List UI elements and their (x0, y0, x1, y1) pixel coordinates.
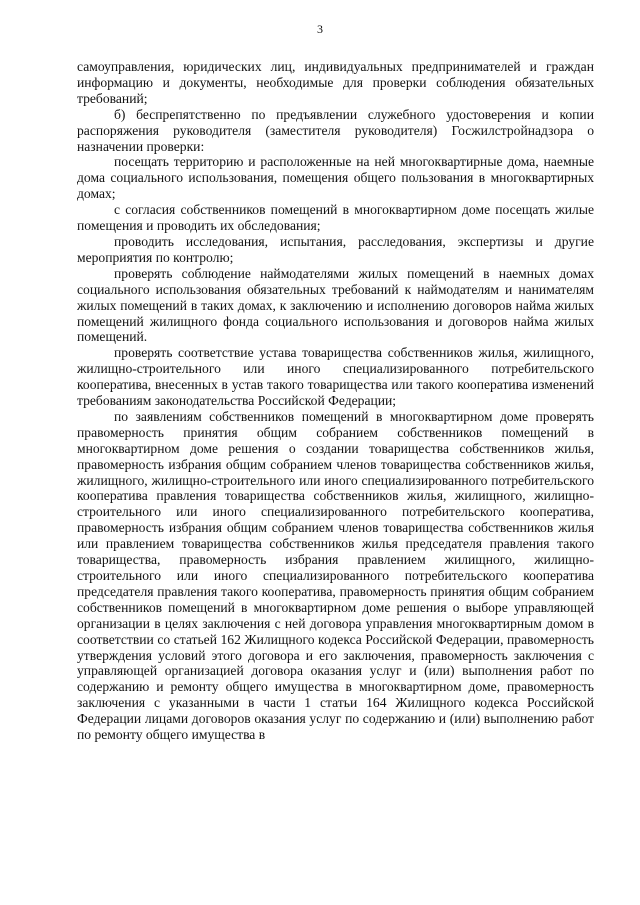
paragraph-2: б) беспрепятственно по предъявлении служебного удостоверения и копии распоряжения руководителя (заместителя руководителя) Госжилстройнадзора о назначении проверки: (77, 106, 594, 154)
paragraph-1: самоуправления, юридических лиц, индивидуальных предпринимателей и граждан информацию и документы, необходимые для проверки соблюдения обязательных требований; (77, 59, 594, 106)
paragraph-3: посещать территорию и расположенные на ней многоквартирные дома, наемные дома социального использования, помещения общего пользования в многоквартирных домах; (77, 154, 594, 202)
paragraph-8: по заявлениям собственников помещений в многоквартирном доме проверять правомерность принятия общим собранием собственников помещений в многоквартирном доме решения о создании товарищества собственников жилья, правомерность избрания общим собранием членов товарищества собственников жилья, жилищного, жилищно-строительного или иного специализированного потребительского кооператива правления товарищества собственников жилья, жилищного, жилищно-строительного или иного специализированного потребительского кооператива, правомерность избрания общим собранием членов товарищества собственников жилья или правлением товарищества собственников жилья председателя правления такого товарищества, правомерность избрания правлением жилищного, жилищно-строительного или иного специализированного потребительского кооператива председателя правления такого кооператива, правомерность принятия общим собранием собственников помещений в многоквартирном доме решения о выборе управляющей организации в целях заключения с ней договора управления многоквартирным домом в соответствии со статьей 162 Жилищного кодекса Российской Федерации, правомерность утверждения условий этого договора и его заключения, правомерность заключения с управляющей организацией договора оказания услуг и (или) выполнения работ по содержанию и ремонту общего имущества в многоквартирном доме, правомерность заключения с указанными в части 1 статьи 164 Жилищного кодекса Российской Федерации лицами договоров оказания услуг по содержанию и (или) выполнению работ по ремонту общего имущества в (77, 408, 594, 743)
paragraph-5: проводить исследования, испытания, расследования, экспертизы и другие мероприятия по контролю; (77, 233, 594, 265)
paragraph-6: проверять соблюдение наймодателями жилых помещений в наемных домах социального использования обязательных требований к наймодателям и нанимателям жилых помещений в таких домах, к заключению и исполнению договоров найма жилых помещений жилищного фонда социального использования и договоров найма жилых помещений. (77, 265, 594, 345)
document-body (77, 59, 594, 743)
paragraph-4: с согласия собственников помещений в многоквартирном доме посещать жилые помещения и проводить их обследования; (77, 202, 594, 234)
paragraph-7: проверять соответствие устава товарищества собственников жилья, жилищного, жилищно-строительного или иного специализированного потребительского кооператива, внесенных в устав такого товарищества или такого кооператива изменений требованиям законодательства Российской Федерации; (77, 345, 594, 409)
page-number: 3 (317, 22, 323, 36)
